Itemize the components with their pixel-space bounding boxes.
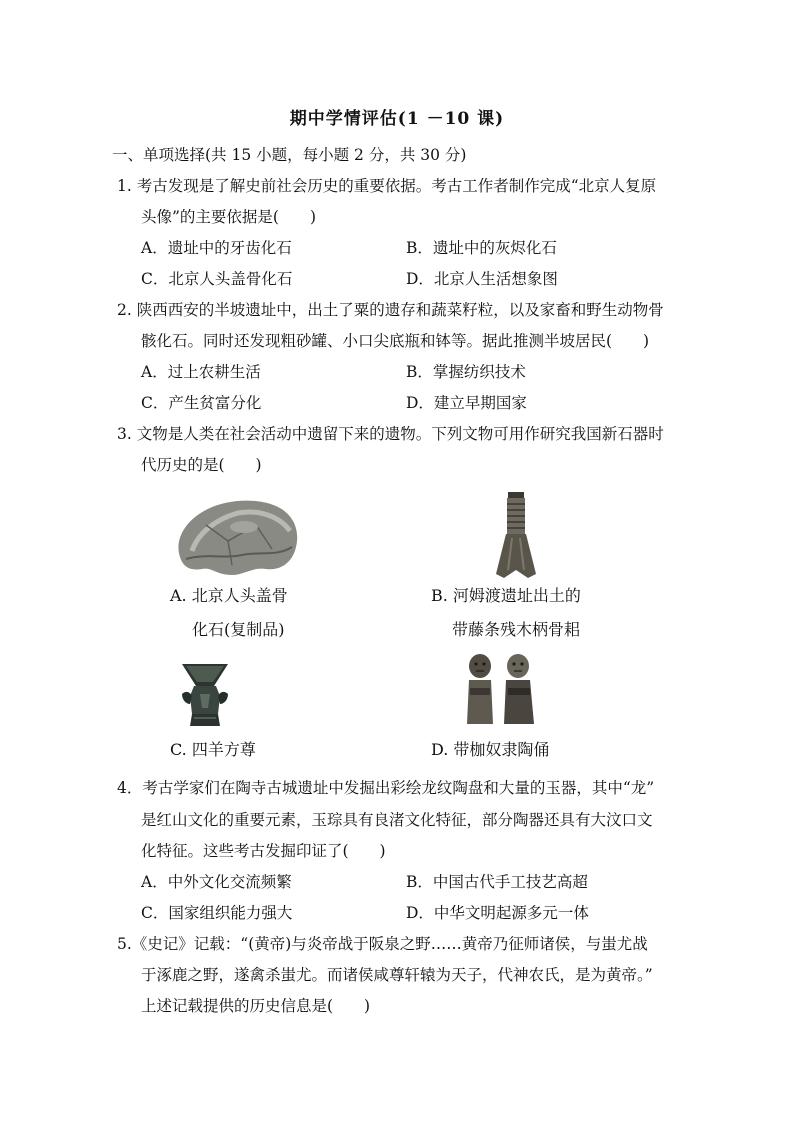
caption-c-line-1: C. 四羊方尊 [170,740,256,759]
question-3-line-1: 3. 文物是人类在社会活动中遗留下来的遗物。下列文物可用作研究我国新石器时 [117,425,664,443]
question-1-option-c: C．北京人头盖骨化石 [141,270,293,288]
question-2-option-b: B．掌握纺织技术 [406,363,526,381]
section-heading: 一、单项选择(共 15 小题，每小题 2 分，共 30 分) [112,146,467,164]
caption-b-line-2: 带藤条残木柄骨耜 [452,620,581,639]
page-title: 期中学情评估(1 －10 课) [289,109,505,129]
question-1-option-b: B．遗址中的灰烬化石 [406,239,557,257]
bronze-zun-image [180,660,230,732]
question-1-option-a: A．遗址中的牙齿化石 [141,239,292,257]
question-4-line-3: 化特征。这些考古发掘印证了( ) [141,842,386,860]
question-4-option-b: B．中国古代手工技艺高超 [406,873,588,891]
caption-a-line-1: A. 北京人头盖骨 [170,586,288,605]
question-4-option-d: D．中华文明起源多元一体 [406,904,589,922]
question-1-line-2: 头像”的主要依据是( ) [141,208,317,226]
question-4-line-1: 4．考古学家们在陶寺古城遗址中发掘出彩绘龙纹陶盘和大量的玉器，其中“龙” [117,779,655,797]
question-1-option-d: D．北京人生活想象图 [406,270,558,288]
question-4-line-2: 是红山文化的重要元素，玉琮具有良渚文化特征，部分陶器还具有大汶口文 [141,811,653,829]
question-2-option-c: C．产生贫富分化 [141,394,262,412]
pottery-figurines-image [460,652,544,728]
caption-d-line-1: D. 带枷奴隶陶俑 [431,740,550,759]
question-2-option-d: D．建立早期国家 [406,394,527,412]
bone-spade-image [488,490,544,582]
caption-a-line-2: 化石(复制品) [192,620,285,639]
skull-fossil-image [172,495,302,580]
question-5-line-3: 上述记载提供的历史信息是( ) [141,997,371,1015]
question-4-option-c: C．国家组织能力强大 [141,904,293,922]
question-4-option-a: A．中外文化交流频繁 [141,873,292,891]
question-2-option-a: A．过上农耕生活 [141,363,261,381]
question-2-line-1: 2. 陕西西安的半坡遗址中，出土了粟的遗存和蔬菜籽粒，以及家畜和野生动物骨 [117,301,664,319]
question-1-line-1: 1. 考古发现是了解史前社会历史的重要依据。考古工作者制作完成“北京人复原 [117,177,657,195]
question-2-line-2: 骸化石。同时还发现粗砂罐、小口尖底瓶和钵等。据此推测半坡居民( ) [141,332,650,350]
question-3-line-2: 代历史的是( ) [141,456,262,474]
question-5-line-2: 于涿鹿之野，遂禽杀蚩尤。而诸侯咸尊轩辕为天子，代神农氏，是为黄帝。” [141,966,653,984]
caption-b-line-1: B. 河姆渡遗址出土的 [431,586,581,605]
question-5-line-1: 5.《史记》记载：“(黄帝)与炎帝战于阪泉之野……黄帝乃征师诸侯，与蚩尤战 [117,935,648,953]
